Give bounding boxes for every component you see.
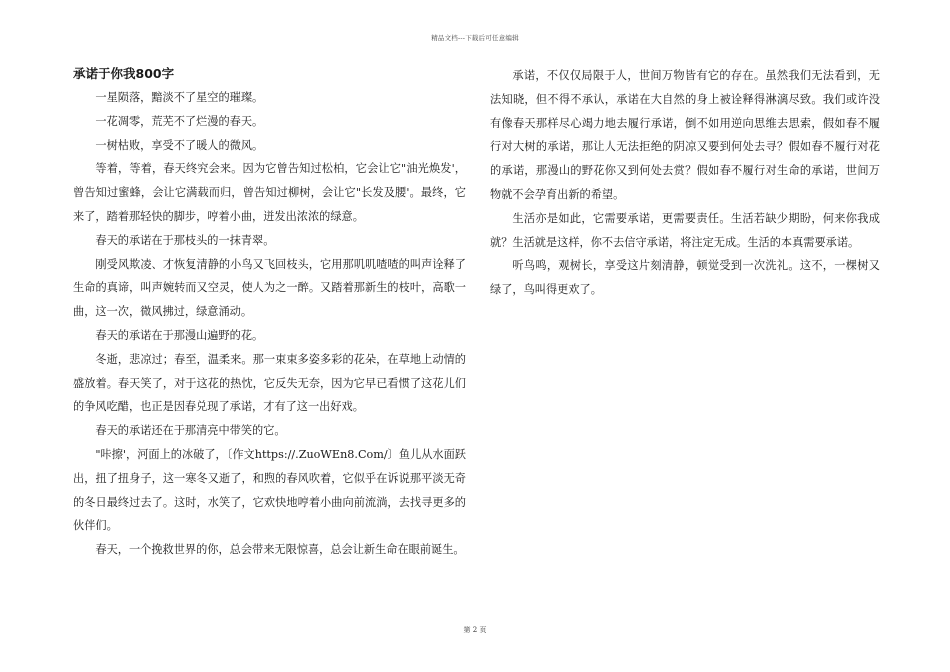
paragraph: 一花凋零，荒芜不了烂漫的春天。: [95, 114, 264, 128]
paragraph: 冬逝，悲凉过；春至，温柔来。那一束束多姿多彩的花朵，在草地上动情的盛放着。春天笑了，对于这花的热忱，它反失无奈，因为它早已看惯了这花儿们的争风吃醋，也正是因春兑现了承诺，才有了这一出好戏。: [73, 352, 466, 414]
page-header: 精品文档---下载后可任意编辑: [431, 34, 519, 42]
paragraph: "咔擦'，河面上的冰破了，〔作文https://.ZuoWEn8.Com/〕鱼儿从水面跃出，扭了扭身子，这一寒冬又逝了，和煦的春风吹着，它似乎在诉说那平淡无奇的冬日最终过去了。这时，水笑了，它欢快地哼着小曲向前流淌，去找寻更多的伙伴们。: [73, 447, 466, 533]
paragraph: 春天的承诺在于那漫山遍野的花。: [95, 328, 264, 342]
right-column: [490, 64, 880, 302]
paragraph: 一星陨落，黯淡不了星空的璀璨。: [95, 91, 264, 104]
paragraph: 生活亦是如此，它需要承诺，更需要责任。生活若缺少期盼，何来你我成就？生活就是这样，你不去信守承诺，将注定无成。生活的本真需要承诺。: [490, 211, 880, 249]
paragraph: 承诺，不仅仅局限于人，世间万物皆有它的存在。虽然我们无法看到，无法知晓，但不得不承认，承诺在大自然的身上被诠释得淋漓尽致。我们或许没有像春天那样尽心竭力地去履行承诺，倒不如用逆向思维去思索，假如春不履行对大树的承诺，那让人无法拒绝的阴凉又要到何处去寻？假如春不履行对花的承诺，那漫山的野花你又到何处去赏？假如春不履行对生命的承诺，世间万物就不会孕育出新的希望。: [490, 69, 880, 201]
paragraph: 春天的承诺还在于那清亮中带笑的它。: [95, 424, 286, 438]
paragraph: 刚受风欺凌、才恢复清静的小鸟又飞回枝头，它用那叽叽喳喳的叫声诠释了生命的真谛，叫声婉转而又空灵，使人为之一醉。又踏着那新生的枝叶，高歌一曲，这一次，微风拂过，绿意涌动。: [73, 257, 466, 319]
paragraph: 等着，等着，春天终究会来。因为它曾告知过松柏，它会让它"油光焕发'，曾告知过蜜蜂，会让它满载而归，曾告知过柳树，会让它"长发及腰'。最终，它来了，踏着那轻快的脚步，哼着小曲，迸发出浓浓的绿意。: [73, 162, 466, 223]
essay-title: 承诺于你我800字: [73, 66, 175, 81]
paragraph: 春天的承诺在于那枝头的一抹青翠。: [95, 233, 275, 247]
left-column: [73, 62, 466, 562]
paragraph: 春天，一个挽救世界的你，总会带来无限惊喜，总会让新生命在眼前诞生。: [95, 543, 465, 557]
page-number: 第 2 页: [463, 626, 487, 634]
paragraph: 一树枯败，享受不了暖人的微风。: [95, 138, 264, 152]
paragraph: 听鸟鸣，观树长，享受这片刻清静，顿觉受到一次洗礼。这不，一棵树又绿了，鸟叫得更欢了。: [490, 259, 880, 297]
